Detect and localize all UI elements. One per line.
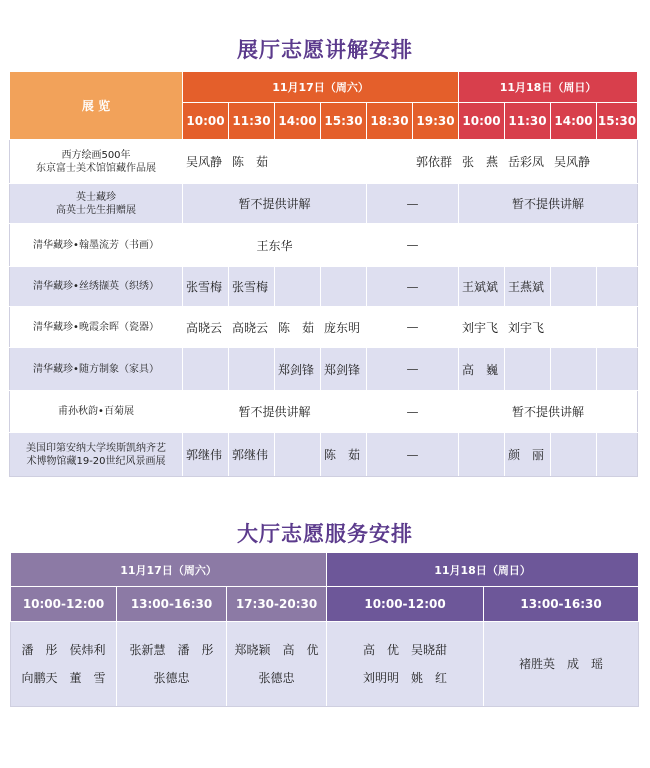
exhibition-name: 清华藏珍•随方制象（家具） [10,348,183,391]
guide-cell [367,140,413,184]
guide-cell [551,348,597,391]
evening-dash: — [367,391,459,433]
table-row [10,140,638,184]
guide-cell: 吴风静 [183,140,229,184]
table-row [10,267,638,307]
guide-cell: 陈 茹 [321,433,367,477]
exhibition-name [10,184,183,224]
guide-cell [229,348,275,391]
guide-cell [275,140,321,184]
lecture-schedule-title: 展厅志愿讲解安排 [237,38,413,62]
time-header: 14:00 [275,103,321,140]
guide-cell [321,140,367,184]
guide-cell [275,267,321,307]
time-header: 10:00 [459,103,505,140]
volunteer-names [327,622,484,707]
guide-cell: 陈 茹 [229,140,275,184]
volunteer-line: 郑晓颖 高 优 [234,643,319,657]
guide-cell [183,348,229,391]
guide-cell [459,224,638,267]
guide-cell: 吴风静 [551,140,597,184]
evening-dash: — [367,307,459,348]
service-time-header: 10:00-12:00 [327,587,484,622]
table-row [10,391,638,433]
day1-header: 11月17日（周六） [183,72,459,103]
volunteer-names [11,622,117,707]
table-row [10,348,638,391]
volunteer-line: 刘明明 姚 红 [363,671,448,685]
exhibition-name-line: 西方绘画500年 [61,149,131,161]
exhibition-name [10,140,183,184]
service-time-header: 17:30-20:30 [227,587,327,622]
service-time-header: 13:00-16:30 [484,587,639,622]
table-row [10,307,638,348]
guide-cell: 郭继伟 [183,433,229,477]
time-header: 19:30 [413,103,459,140]
exhibition-name: 清华藏珍•翰墨流芳（书画） [10,224,183,267]
volunteer-names [227,622,327,707]
guide-cell: 岳彩凤 [505,140,551,184]
guide-cell: 郑剑锋 [321,348,367,391]
time-header: 10:00 [183,103,229,140]
guide-cell: 郭继伟 [229,433,275,477]
evening-dash: — [367,184,459,224]
guide-cell: 高晓云 [183,307,229,348]
guide-cell [551,267,597,307]
time-header: 11:30 [505,103,551,140]
volunteer-names [117,622,227,707]
time-header: 11:30 [229,103,275,140]
guide-cell: 颜 丽 [505,433,551,477]
guide-cell: 张雪梅 [183,267,229,307]
guide-cell: 王东华 [183,224,367,267]
volunteer-line: 张德忠 [153,671,190,685]
guide-cell [597,348,638,391]
volunteer-line: 向鹏天 董 雪 [21,671,106,685]
service-schedule-title: 大厅志愿服务安排 [237,522,413,546]
guide-cell: 王斌斌 [459,267,505,307]
volunteer-line: 褚胜英 成 瑶 [519,657,604,671]
service-schedule-table [10,552,639,707]
guide-cell: 庞东明 [321,307,367,348]
volunteer-line: 高 优 吴晓甜 [363,643,448,657]
exhibition-name-line: 英士藏珍 [76,191,116,203]
volunteer-line: 潘 彤 侯炜利 [21,643,106,657]
volunteer-line: 张德忠 [258,671,295,685]
guide-cell [597,140,638,184]
guide-cell: 张雪梅 [229,267,275,307]
guide-cell [551,433,597,477]
guide-cell: 郑剑锋 [275,348,321,391]
exhibition-name-line: 美国印第安纳大学埃斯凯纳齐艺 [26,442,166,454]
exhibition-name: 甫孙秋韵•百菊展 [10,391,183,433]
lecture-schedule-table [9,71,638,477]
table-row [10,184,638,224]
guide-cell [459,433,505,477]
exhibition-name-line: 高英士先生捐赠展 [56,204,136,216]
guide-cell [597,307,638,348]
evening-dash: — [367,433,459,477]
service-day2-header: 11月18日（周日） [327,553,639,587]
evening-dash: — [367,224,459,267]
no-guide-notice: 暂不提供讲解 [459,391,638,433]
guide-cell: 郭依群 [413,140,459,184]
exhibition-name [10,433,183,477]
guide-cell [597,267,638,307]
exhibition-name: 清华藏珍•晚霞余晖（瓷器） [10,307,183,348]
evening-dash: — [367,348,459,391]
guide-cell: 高晓云 [229,307,275,348]
time-header: 14:00 [551,103,597,140]
service-time-header: 13:00-16:30 [117,587,227,622]
day2-header: 11月18日（周日） [459,72,638,103]
time-header: 18:30 [367,103,413,140]
guide-cell: 陈 茹 [275,307,321,348]
guide-cell: 高 巍 [459,348,505,391]
volunteer-line: 张新慧 潘 彤 [129,643,214,657]
exhibition-name: 清华藏珍•丝绣撷英（织绣） [10,267,183,307]
guide-cell [321,267,367,307]
time-header: 15:30 [321,103,367,140]
service-time-header: 10:00-12:00 [11,587,117,622]
exhibition-column-header: 展 览 [10,72,183,140]
guide-cell: 刘宇飞 [459,307,505,348]
table-row [10,224,638,267]
volunteer-names [484,622,639,707]
service-day1-header: 11月17日（周六） [11,553,327,587]
no-guide-notice: 暂不提供讲解 [183,184,367,224]
no-guide-notice: 暂不提供讲解 [183,391,367,433]
guide-cell: 刘宇飞 [505,307,551,348]
exhibition-name-line: 东京富士美术馆馆藏作品展 [36,162,156,174]
evening-dash: — [367,267,459,307]
guide-cell: 张 燕 [459,140,505,184]
guide-cell [275,433,321,477]
no-guide-notice: 暂不提供讲解 [459,184,638,224]
time-header: 15:30 [597,103,638,140]
table-row [10,433,638,477]
guide-cell [505,348,551,391]
guide-cell: 王燕斌 [505,267,551,307]
guide-cell [551,307,597,348]
guide-cell [597,433,638,477]
exhibition-name-line: 术博物馆藏19-20世纪风景画展 [26,455,166,467]
